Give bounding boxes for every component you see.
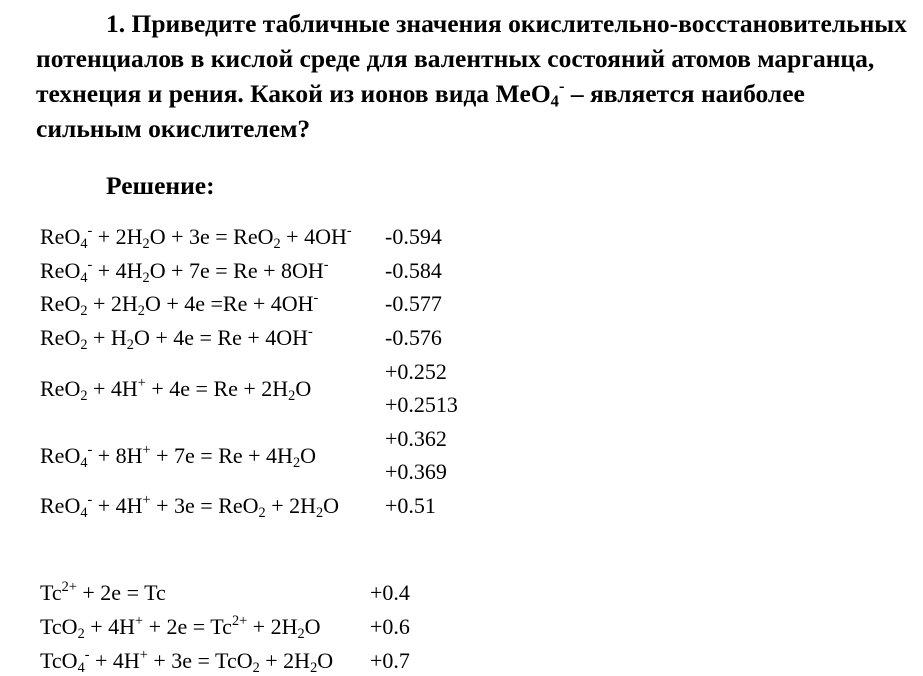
potential-re-4: -0.576: [385, 325, 442, 350]
potential-re-5b: +0.2513: [385, 392, 458, 417]
potential-re-7: +0.51: [385, 493, 436, 518]
potential-tc-3: +0.7: [370, 648, 410, 673]
question-text: [36, 6, 916, 146]
potential-re-6a: +0.362: [385, 426, 447, 451]
question-end: – является наиболее сильным окислителем?: [36, 79, 805, 143]
question-body: Приведите табличные значения окислительно-восстановительных потенциалов в кислой среде для валентных состояний атомов марганца, технеция и рения. Какой из ионов вида: [36, 9, 907, 108]
potential-re-3: -0.577: [385, 291, 442, 316]
potential-tc-2: +0.6: [370, 614, 410, 639]
equation-re-4: $ReO_2 + H_2O + 4e = Re + 4OH^-$: [40, 324, 313, 353]
equation-re-6: $ReO_4^- + 8H^+ + 7e = Re + 4H_2O$: [40, 442, 316, 471]
potential-re-2: -0.584: [385, 258, 442, 283]
equation-re-2: $ReO_4^- + 4H_2O + 7e = Re + 8OH^-$: [40, 257, 329, 286]
question-number: 1.: [106, 9, 126, 38]
potential-re-5a: +0.252: [385, 359, 447, 384]
ion-formula: MeO$_4$-: [495, 76, 565, 111]
equation-tc-2: $TcO_2 + 4H^+ + 2e = Tc^{2+} + 2H_2O$: [40, 613, 321, 642]
equation-tc-1: $Tc^{2+} + 2e = Tc$: [40, 579, 166, 605]
equation-re-7: $ReO_4^- + 4H^+ + 3e = ReO_2 + 2H_2O$: [40, 492, 340, 521]
potential-re-1: -0.594: [385, 224, 442, 249]
equation-re-5: $ReO_2 + 4H^+ + 4e = Re + 2H_2O$: [40, 375, 312, 404]
potential-tc-1: +0.4: [370, 580, 410, 605]
equation-tc-3: $TcO_4^- + 4H^+ + 3e = TcO_2 + 2H_2O$: [40, 647, 334, 676]
potential-re-6b: +0.369: [385, 459, 447, 484]
equation-re-1: $ReO_4^- + 2H_2O + 3e = ReO_2 + 4OH^-$: [40, 223, 352, 252]
equation-re-3: $ReO_2 + 2H_2O + 4e =Re + 4OH^-$: [40, 290, 319, 319]
solution-title: Решение:: [106, 171, 215, 200]
